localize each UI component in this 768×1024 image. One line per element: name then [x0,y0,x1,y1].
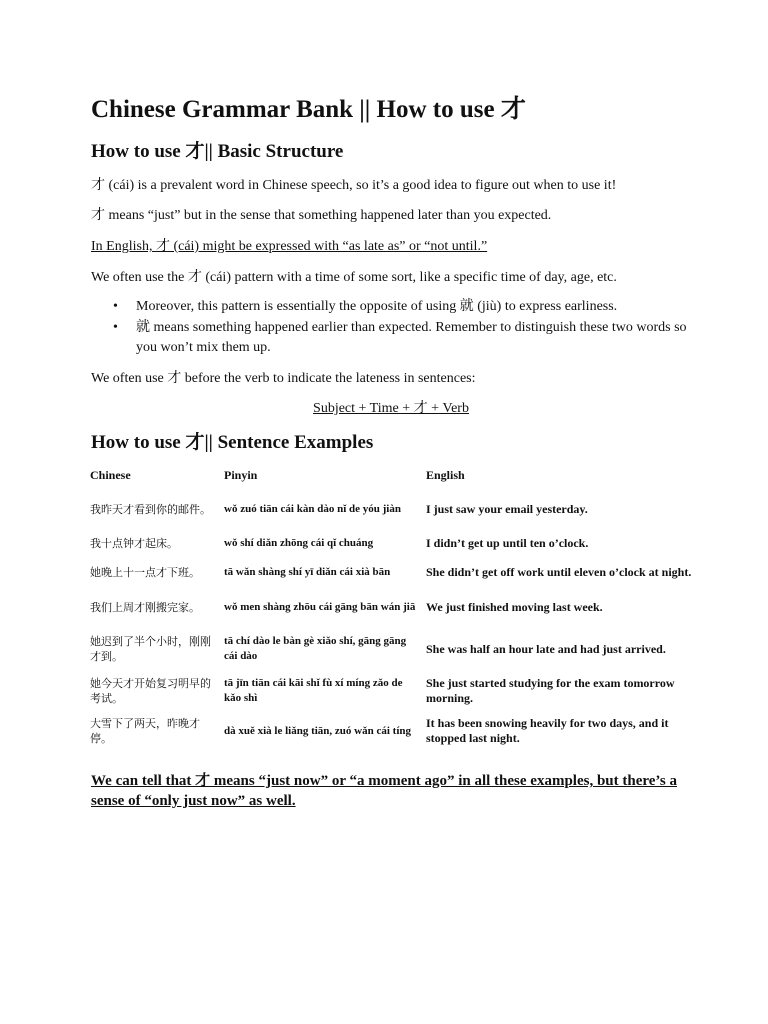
paragraph-meaning: 才 means “just” but in the sense that something happened later than you expected. [91,208,552,223]
cell-pinyin: tā jīn tiān cái kāi shǐ fù xí míng zǎo de kǎo shì [224,677,403,704]
cell-english: It has been snowing heavily for two days, and it stopped last night. [426,716,669,745]
cell-english: She was half an hour late and had just arrived. [426,641,666,656]
cell-english: She didn’t get off work until eleven o’clock at night. [426,565,692,579]
cell-pinyin: dà xuě xià le liǎng tiān, zuó wǎn cái tíng [224,724,412,737]
bullet-item-jiu-meaning: • 就 means something happened earlier than expected. Remember to distinguish these two words so you won’t mix them up. [91,318,691,358]
cell-pinyin: wǒ zuó tiān cái kàn dào nǐ de yóu jiàn [224,502,401,515]
bullet-item-opposite: • Moreover, this pattern is essentially the opposite of using 就 (jiù) to express earliness. [91,297,691,317]
column-header-english: English [426,467,465,482]
cell-pinyin: wǒ men shàng zhōu cái gāng bān wán jiā [224,600,416,613]
paragraph-verb-placement: We often use 才 before the verb to indicate the lateness in sentences: [91,371,476,386]
conclusion-paragraph: We can tell that 才 means “just now” or “a moment ago” in all these examples, but there’s a sense of “only just now” as well. [91,773,677,809]
table-row [86,529,706,558]
table-row [86,711,706,751]
table-row [86,489,706,529]
cell-chinese: 我们上周才刚搬完家。 [90,600,200,614]
cell-pinyin: tā wǎn shàng shí yī diǎn cái xià bān [224,566,391,578]
cell-chinese: 她今天才开始复习明早的考试。 [90,677,211,705]
cell-chinese: 我十点钟才起床。 [90,537,178,550]
table-row [86,587,706,627]
cell-chinese: 大雪下了两天，昨晚才停。 [90,717,200,745]
examples-table [86,461,706,751]
cell-english: We just finished moving last week. [426,599,603,614]
cell-english: She just started studying for the exam tomorrow morning. [426,676,675,705]
table-row [86,627,706,671]
cell-pinyin: tā chí dào le bàn gè xiǎo shí, gāng gāng cái dào [224,635,407,662]
cell-chinese: 她迟到了半个小时，刚刚才到。 [90,635,211,663]
column-header-pinyin: Pinyin [224,467,258,482]
table-header-row [86,461,706,489]
document-title: Chinese Grammar Bank || How to use 才 [91,96,526,123]
table-row [86,671,706,711]
paragraph-time-pattern: We often use the 才 (cái) pattern with a time of some sort, like a specific time of day, age, etc. [91,270,617,285]
cell-chinese: 我昨天才看到你的邮件。 [90,502,211,516]
grammar-formula: Subject + Time + 才 + Verb [313,401,469,416]
paragraph-intro: 才 (cái) is a prevalent word in Chinese speech, so it’s a good idea to figure out when to use it! [91,178,617,193]
paragraph-english-equivalent: In English, 才 (cái) might be expressed with “as late as” or “not until.” [91,239,488,254]
cell-chinese: 她晚上十一点才下班。 [90,566,200,579]
column-header-chinese: Chinese [90,467,131,482]
cell-pinyin: wǒ shí diǎn zhōng cái qǐ chuáng [224,537,374,549]
section-heading-sentence-examples: How to use 才|| Sentence Examples [91,432,374,453]
table-row [86,558,706,587]
cell-english: I didn’t get up until ten o’clock. [426,536,589,550]
bullet-list [91,297,691,358]
cell-english: I just saw your email yesterday. [426,501,588,516]
section-heading-basic-structure: How to use 才|| Basic Structure [91,141,344,162]
